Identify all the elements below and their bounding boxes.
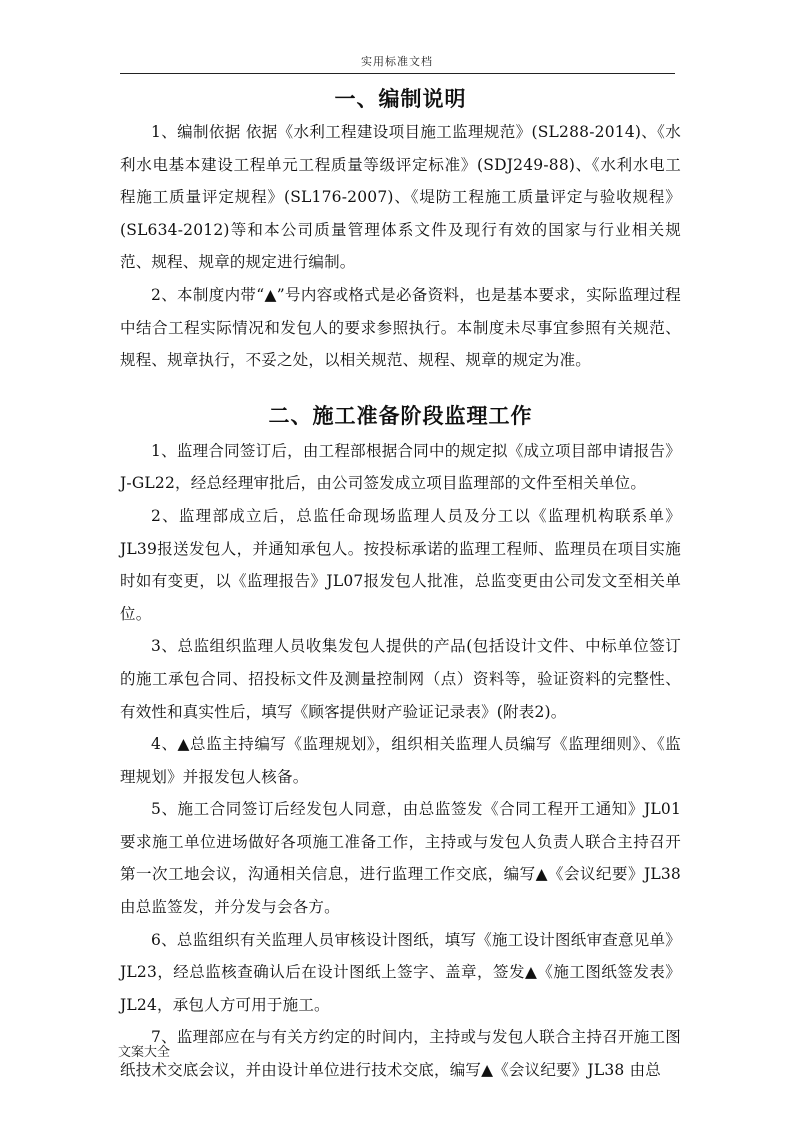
paragraph: 1、监理合同签订后，由工程部根据合同中的规定拟《成立项目部申请报告》J-GL22，经总经理审批后，由公司签发成立项目监理部的文件至相关单位。 [120, 441, 681, 493]
paragraph: 3、总监组织监理人员收集发包人提供的产品(包括设计文件、中标单位签订的施工承包合同、招投标文件及测量控制网（点）资料等，验证资料的完整性、有效性和真实性后，填写《顾客提供财产验证记录表》(附表2)。 [120, 637, 681, 721]
paragraph: 2、本制度内带“▲”号内容或格式是必备资料，也是基本要求，实际监理过程中结合工程实际情况和发包人的要求参照执行。本制度未尽事宜参照有关规范、规程、规章执行，不妥之处，以相关规范、规程、规章的规定为准。 [120, 285, 681, 370]
paragraph: 2、监理部成立后，总监任命现场监理人员及分工以《监理机构联系单》JL39报送发包人，并通知承包人。按投标承诺的监理工程师、监理员在项目实施时如有变更，以《监理报告》JL07报发包人批准，总监变更由公司发文至相关单位。 [120, 506, 681, 623]
header-divider [120, 73, 675, 74]
paragraph: 6、总监组织有关监理人员审核设计图纸，填写《施工设计图纸审查意见单》JL23，经总监核查确认后在设计图纸上签字、盖章，签发▲《施工图纸签发表》JL24，承包人方可用于施工。 [120, 930, 681, 1014]
section-title-1: 一、编制说明 [334, 86, 467, 111]
page-footer: 文案大全 [118, 1045, 171, 1060]
paragraph: 5、施工合同签订后经发包人同意，由总监签发《合同工程开工通知》JL01要求施工单位进场做好各项施工准备工作，主持或与发包人负责人联合主持召开第一次工地会议，沟通相关信息，进行监理工作交底，编写▲《会议纪要》JL38由总监签发，并分发与会各方。 [120, 800, 681, 917]
document-body [120, 82, 681, 1087]
page-header: 实用标准文档 [361, 55, 433, 68]
section-title-2: 二、施工准备阶段监理工作 [268, 402, 533, 428]
paragraph: 4、▲总监主持编写《监理规划》，组织相关监理人员编写《监理细则》、《监理规划》并报发包人核备。 [120, 735, 681, 786]
paragraph: 1、编制依据 依据《水利工程建设项目施工监理规范》(SL288-2014)、《水利水电基本建设工程单元工程质量等级评定标准》(SDJ249-88)、《水利水电工程施工质量评定规程》(SL176-2007)、《堤防工程施工质量评定与验收规程》(SL634-2012)等和本公司质量管理体系文件及现行有效的国家与行业相关规范、规程、规章的规定进行编制。 [120, 123, 681, 272]
paragraph: 7、监理部应在与有关方约定的时间内，主持或与发包人联合主持召开施工图纸技术交底会议，并由设计单位进行技术交底，编写▲《会议纪要》JL38 由总 [120, 1028, 681, 1080]
